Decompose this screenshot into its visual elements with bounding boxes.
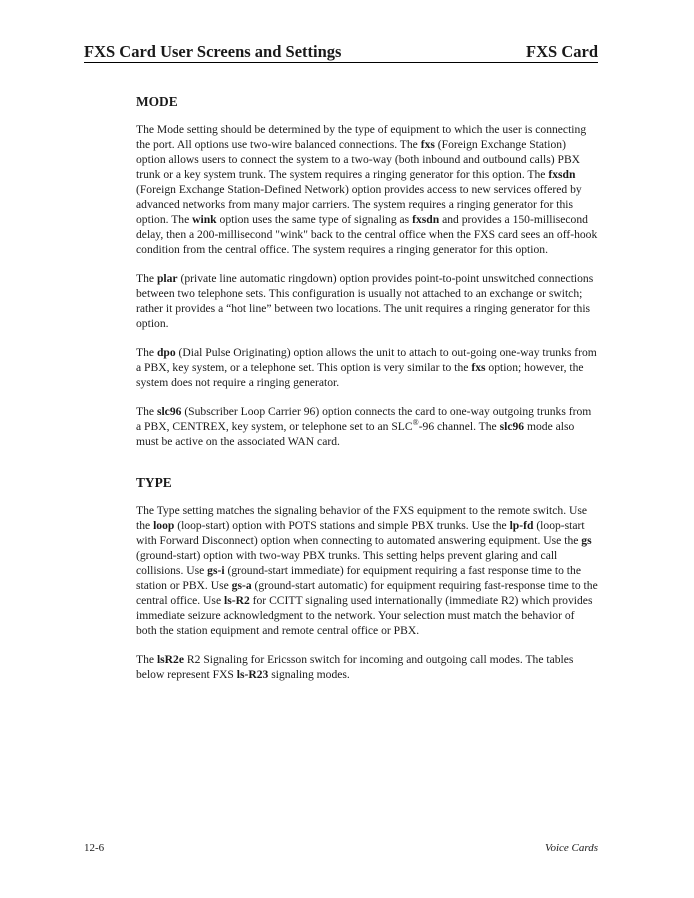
option-keyword: gs-i <box>207 564 225 577</box>
page-content <box>136 94 598 696</box>
option-keyword: fxsdn <box>548 168 576 181</box>
mode-paragraph-1: The Mode setting should be determined by the type of equipment to which the user is connecting the port. All options use two-wire balanced connections. The fxs (Foreign Exchange Station) option allows users to connect the system to a two-way (both inbound and outbound calls) PBX trunk or a key system trunk. The system requires a ringing generator for this option. The fxsdn (Foreign Exchange Station-Defined Network) option provides access to new services offered by advanced networks from many major carriers. The system requires a ringing generator for this option. The wink option uses the same type of signaling as fxsdn and provides a 150-millisecond delay, then a 200-millisecond "wink" back to the central office when the FXS card sees an off-hook condition from the central office. The system requires a ringing generator for this option. <box>136 123 598 256</box>
option-keyword: fxs <box>420 138 435 151</box>
mode-paragraph-2: The plar (private line automatic ringdown) option provides point-to-point unswitched connections between two telephone sets. This configuration is usually not attached to an exchange or switch; rather it provides a “hot line” between two locations. The unit requires a ringing generator for this option. <box>136 272 594 330</box>
section-gap <box>136 463 598 475</box>
option-keyword: slc96 <box>499 420 525 433</box>
mode-heading: MODE <box>136 94 178 109</box>
chapter-name: Voice Cards <box>544 842 598 854</box>
page-footer <box>84 842 598 854</box>
header-rule <box>84 62 598 63</box>
mode-paragraph-4: The slc96 (Subscriber Loop Carrier 96) option connects the card to one-way outgoing trunks from a PBX, CENTREX, key system, or telephone set to an SLC®-96 channel. The slc96 mode also must be active on the associated WAN card. <box>136 405 592 448</box>
option-keyword: fxsdn <box>412 213 440 226</box>
type-paragraph-2: The lsR2e R2 Signaling for Ericsson switch for incoming and outgoing call modes. The tables below represent FXS ls-R23 signaling modes. <box>136 653 574 681</box>
option-keyword: plar <box>156 272 178 285</box>
type-heading: TYPE <box>136 475 172 490</box>
mode-paragraph-3: The dpo (Dial Pulse Originating) option allows the unit to attach to out-going one-way trunks from a PBX, key system, or a telephone set. This option is very similar to the fxs option; however, the system does not require a ringing generator. <box>136 346 597 389</box>
registered-mark: ® <box>412 418 419 428</box>
option-keyword: wink <box>192 213 217 226</box>
option-keyword: loop <box>153 519 175 532</box>
type-paragraph-1: The Type setting matches the signaling behavior of the FXS equipment to the remote switch. Use the loop (loop-start) option with POTS stations and simple PBX trunks. Use the lp-fd (loop-start with Forward Disconnect) option when connecting to automated answering equipment. Use the gs (ground-start) option with two-way PBX trunks. This setting helps prevent glaring and call collisions. Use gs-i (ground-start immediate) for equipment requiring a fast response time to the station or PBX. Use gs-a (ground-start automatic) for equipment requiring fast-response time to the central office. Use ls-R2 for CCITT signaling used internationally (immediate R2) which provides immediate seizure acknowledgment to the network. Your selection must match the behavior of both the station equipment and remote central office or PBX. <box>136 504 598 637</box>
option-keyword: gs <box>581 534 592 547</box>
page-title: FXS Card User Screens and Settings <box>84 42 342 61</box>
option-keyword: lp-fd <box>509 519 534 532</box>
option-keyword: fxs <box>471 361 486 374</box>
section-title: FXS Card <box>526 42 598 61</box>
option-keyword: lsR2e <box>156 653 184 666</box>
option-keyword: dpo <box>156 346 176 359</box>
option-keyword: slc96 <box>156 405 182 418</box>
page-number: 12-6 <box>84 842 105 854</box>
option-keyword: ls-R2 <box>223 594 250 607</box>
option-keyword: gs-a <box>231 579 252 592</box>
option-keyword: ls-R23 <box>236 668 269 681</box>
page-header <box>84 42 598 62</box>
